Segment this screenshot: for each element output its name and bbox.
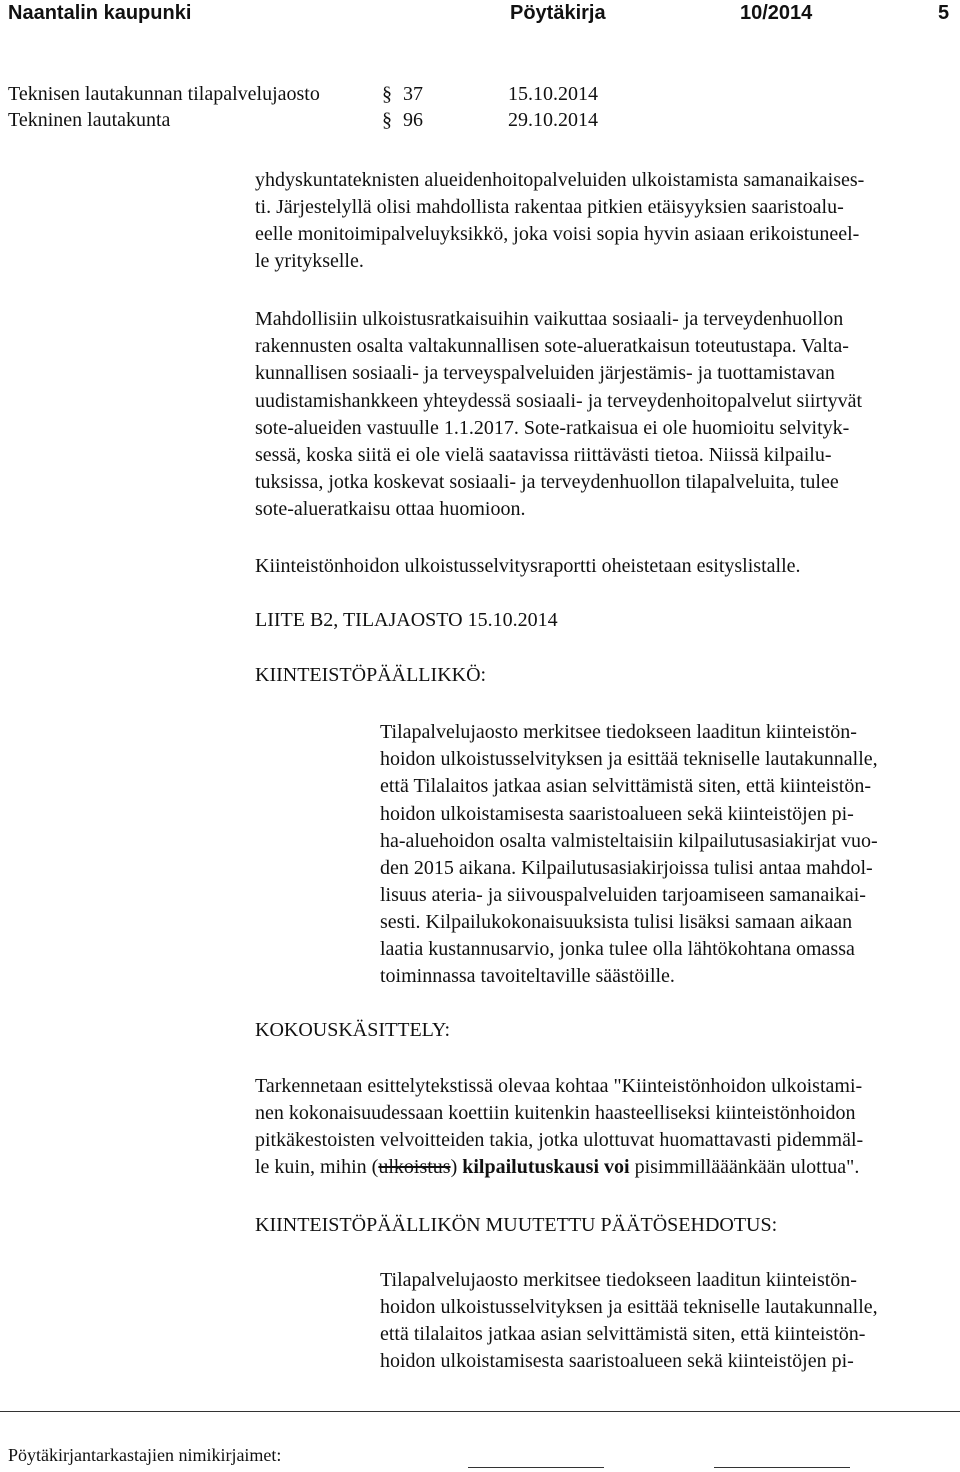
signature-line xyxy=(468,1467,604,1468)
text-line: Tarkennetaan esittelytekstissä olevaa kohtaa "Kiinteistönhoidon ulkoistami- xyxy=(255,1075,863,1097)
text-line: sote-alueiden vastuulle 1.1.2017. Sote-ratkaisua ei ole huomioitu selvityk- xyxy=(255,417,850,439)
text-line: sessä, koska siitä ei ole vielä saatavissa riittävästi tietoa. Niissä kilpailu- xyxy=(255,444,832,466)
text-line: uudistamishankkeen yhteydessä sosiaali- ja terveydenhoitopalvelut siirtyvät xyxy=(255,390,863,412)
text-segment: pisimmillääänkään ulottua". xyxy=(629,1156,860,1178)
signatures-label: Pöytäkirjantarkastajien nimikirjaimet: xyxy=(8,1445,282,1465)
text-segment: le kuin, mihin ( xyxy=(255,1156,379,1178)
text-line: Mahdollisiin ulkoistusratkaisuihin vaikuttaa sosiaali- ja terveydenhuollon xyxy=(255,308,844,330)
struck-text: ulkoistus xyxy=(378,1156,451,1178)
meeting-date: 15.10.2014 xyxy=(508,83,598,105)
section-number: 96 xyxy=(403,109,423,131)
text-line: ti. Järjestelyllä olisi mahdollista rakentaa pitkien etäisyyksien saaristoalu- xyxy=(255,196,844,218)
document-number: 10/2014 xyxy=(740,2,813,24)
footer-divider xyxy=(0,1411,960,1412)
text-line: lisuus ateria- ja siivouspalveluiden tarjoamiseen samanaikai- xyxy=(380,884,866,906)
text-line: yhdyskuntateknisten alueidenhoitopalveluiden ulkoistamista samanaikaises- xyxy=(255,169,865,191)
document-type: Pöytäkirja xyxy=(510,2,606,24)
text-line: pitkäkestoisten velvoitteiden takia, jotka ulottuvat huomattavasti pidemmäl- xyxy=(255,1129,864,1151)
meeting-body: Teknisen lautakunnan tilapalvelujaosto xyxy=(8,83,320,105)
text-line: Tilapalvelujaosto merkitsee tiedokseen laaditun kiinteistön- xyxy=(380,721,857,743)
attachment-reference: LIITE B2, TILAJAOSTO 15.10.2014 xyxy=(255,609,558,631)
municipality-name: Naantalin kaupunki xyxy=(8,2,192,24)
text-line: nen kokonaisuudessaan koettiin kuitenkin haasteelliseksi kiinteistönhoidon xyxy=(255,1102,856,1124)
text-line: laatia kustannusarvio, jonka tulee olla lähtökohtana omassa xyxy=(380,938,855,960)
text-line: hoidon ulkoistamisesta saaristoalueen sekä kiinteistöjen pi- xyxy=(380,803,854,825)
text-line: toiminnassa tavoiteltaville säästöille. xyxy=(380,965,675,987)
amended-proposal-label: KIINTEISTÖPÄÄLLIKÖN MUUTETTU PÄÄTÖSEHDOTUS: xyxy=(255,1214,778,1236)
meeting-date: 29.10.2014 xyxy=(508,109,598,131)
text-line: sesti. Kilpailukokonaisuuksista tulisi lisäksi samaan aikaan xyxy=(380,911,853,933)
text-line: että Tilalaitos jatkaa asian selvittämistä siten, että kiinteistön- xyxy=(380,775,872,797)
meeting-handling-label: KOKOUSKÄSITTELY: xyxy=(255,1019,451,1041)
text-line: sote-alueratkaisu ottaa huomioon. xyxy=(255,498,526,520)
section-sign: § xyxy=(382,83,392,105)
text-segment: ) xyxy=(450,1156,463,1178)
text-line: le yritykselle. xyxy=(255,250,364,272)
meeting-body: Tekninen lautakunta xyxy=(8,109,171,131)
text-line: hoidon ulkoistusselvityksen ja esittää tekniselle lautakunnalle, xyxy=(380,748,878,770)
text-line: hoidon ulkoistamisesta saaristoalueen sekä kiinteistöjen pi- xyxy=(380,1350,854,1372)
bold-inserted-text: kilpailutuskausi voi xyxy=(462,1156,630,1178)
section-number: 37 xyxy=(403,83,423,105)
text-line: kunnallisen sosiaali- ja terveyspalveluiden järjestämis- ja tuottamistavan xyxy=(255,362,835,384)
text-line: hoidon ulkoistusselvityksen ja esittää tekniselle lautakunnalle, xyxy=(380,1296,878,1318)
text-line: den 2015 aikana. Kilpailutusasiakirjoissa tulisi antaa mahdol- xyxy=(380,857,873,879)
text-line: tuksissa, jotka koskevat sosiaali- ja terveydenhuollon tilapalveluita, tulee xyxy=(255,471,839,493)
text-line: Tilapalvelujaosto merkitsee tiedokseen laaditun kiinteistön- xyxy=(380,1269,857,1291)
text-line xyxy=(255,1154,859,1181)
text-line: eelle monitoimipalveluyksikkö, joka voisi sopia hyvin asiaan erikoistuneel- xyxy=(255,223,860,245)
page-number: 5 xyxy=(938,2,950,24)
paragraph-report-attached: Kiinteistönhoidon ulkoistusselvitysraportti oheistetaan esityslistalle. xyxy=(255,555,801,577)
signature-line xyxy=(714,1467,850,1468)
text-line: että tilalaitos jatkaa asian selvittämistä siten, että kiinteistön- xyxy=(380,1323,866,1345)
section-sign: § xyxy=(382,109,392,131)
proposer-label: KIINTEISTÖPÄÄLLIKKÖ: xyxy=(255,664,487,686)
text-line: rakennusten osalta valtakunnallisen sote-alueratkaisun toteutustapa. Valta- xyxy=(255,335,849,357)
text-line: ha-aluehoidon osalta valmisteltaisiin kilpailutusasiakirjat vuo- xyxy=(380,830,878,852)
